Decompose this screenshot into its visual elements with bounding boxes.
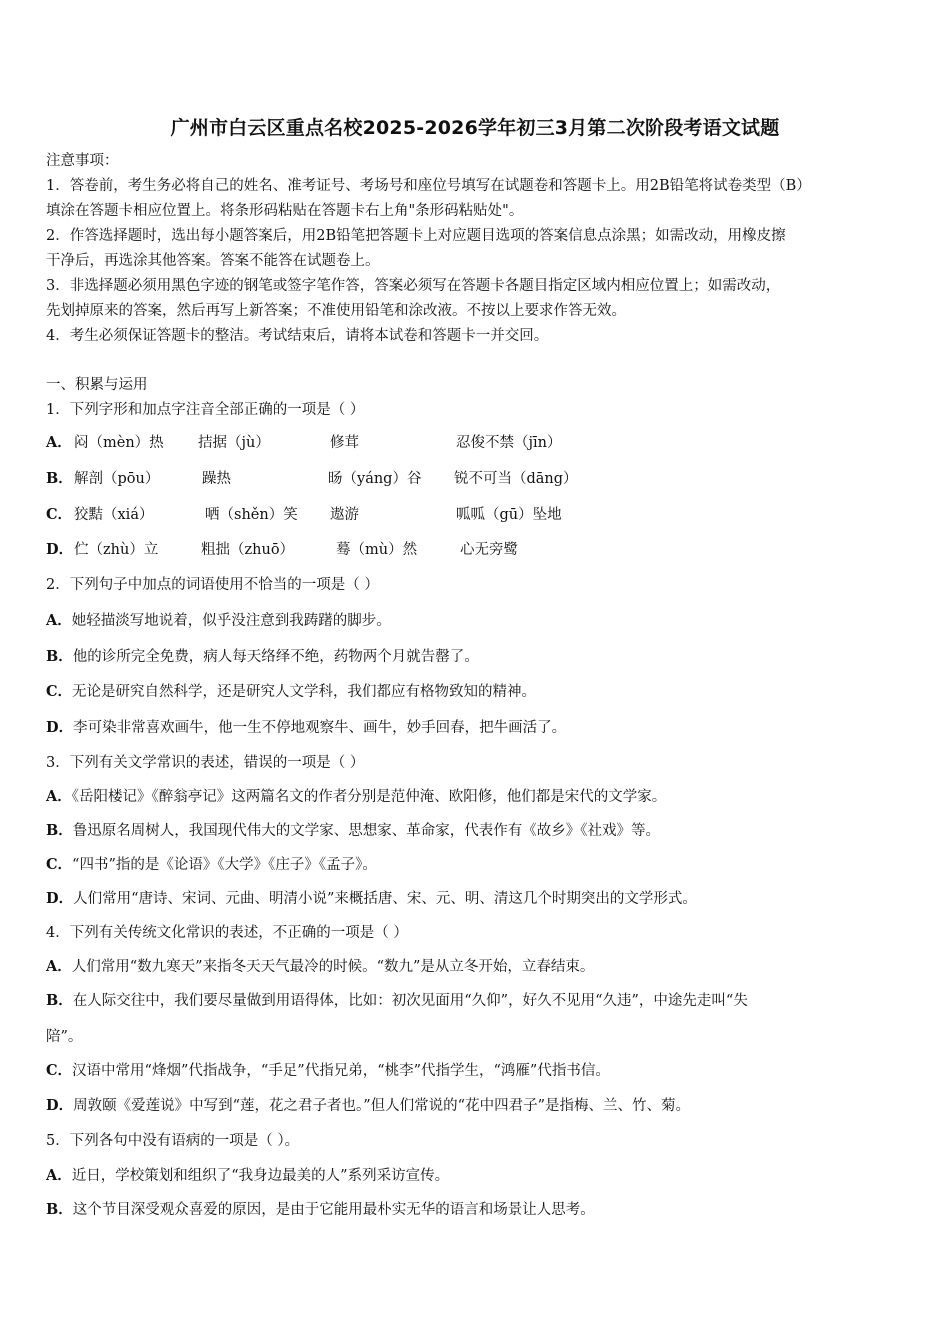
option-cell: 哂（shěn）笑	[205, 507, 298, 523]
option-letter: B．	[46, 992, 73, 1009]
option-letter: A．	[46, 1167, 72, 1184]
question-2-option-b[interactable]	[46, 647, 479, 667]
question-3-option-a[interactable]	[46, 787, 666, 807]
question-4-option-d[interactable]	[46, 1096, 690, 1116]
option-letter: D．	[46, 1097, 74, 1114]
option-text: 她轻描淡写地说着，似乎没注意到我踌躇的脚步。	[71, 613, 391, 629]
page-title: 广州市白云区重点名校2025-2026学年初三3月第二次阶段考语文试题	[170, 117, 780, 139]
notice-item-3-cont: 先划掉原来的答案，然后再写上新答案；不准使用铅笔和涂改液。不按以上要求作答无效。	[46, 303, 626, 319]
option-text: 人们常用“数九寒天”来指冬天天气最冷的时候。“数九”是从立冬开始，立春结束。	[71, 959, 595, 975]
notice-item-3: 3．非选择题必须用黑色字迹的钢笔或签字笔作答，答案必须写在答题卡各题目指定区域内相应位置上；如需改动，	[46, 278, 781, 294]
option-cell: 闷（mèn）热	[74, 435, 164, 451]
option-cell: 忍俊不禁（jīn）	[456, 435, 562, 451]
question-4-option-a[interactable]	[46, 957, 594, 977]
option-cell: 心无旁鹭	[460, 542, 518, 558]
option-cell: 蓦（mù）然	[336, 542, 418, 558]
option-cell: 遨游	[330, 507, 359, 523]
option-cell: 解剖（pōu）	[74, 471, 160, 487]
option-cell: 修茸	[330, 435, 359, 451]
notice-item-4: 4．考生必须保证答题卡的整洁。考试结束后，请将本试卷和答题卡一并交回。	[46, 328, 549, 344]
option-text: 无论是研究自然科学，还是研究人文学科，我们都应有格物致知的精神。	[72, 684, 537, 700]
notice-item-1: 1．答卷前，考生务必将自己的姓名、准考证号、考场号和座位号填写在试题卷和答题卡上。用2B铅笔将试卷类型（B）	[46, 178, 811, 194]
option-label: A．	[46, 434, 72, 451]
question-3-stem: 3．下列有关文学常识的表述，错误的一项是（ ）	[46, 755, 365, 771]
question-5-stem: 5．下列各句中没有语病的一项是（ ）。	[46, 1133, 300, 1149]
option-text: “四书”指的是《论语》《大学》《庄子》《孟子》。	[72, 857, 377, 873]
option-label: C．	[46, 506, 73, 523]
question-2-option-c[interactable]	[46, 682, 536, 702]
question-2-option-d[interactable]	[46, 718, 566, 738]
question-2-stem: 2．下列句子中加点的词语使用不恰当的一项是（ ）	[46, 577, 379, 593]
option-cell: 拮据（jù）	[198, 435, 270, 451]
option-text: 鲁迅原名周树人，我国现代伟大的文学家、思想家、革命家，代表作有《故乡》《社戏》等。	[72, 823, 661, 839]
question-2-option-a[interactable]	[46, 611, 391, 631]
option-cell: 狡黠（xiá）	[74, 507, 154, 523]
question-3-option-c[interactable]	[46, 855, 377, 875]
option-text: 《岳阳楼记》《醉翁亭记》这两篇名文的作者分别是范仲淹、欧阳修，他们都是宋代的文学家。	[71, 789, 667, 805]
option-letter: A．	[46, 788, 72, 805]
option-cell: 旸（yáng）谷	[328, 471, 422, 487]
notice-item-2-cont: 干净后，再选涂其他答案。答案不能答在试题卷上。	[46, 253, 380, 269]
section-heading: 一、积累与运用	[46, 377, 148, 393]
question-4-option-b-cont: 陪”。	[46, 1029, 83, 1045]
option-label: D．	[46, 541, 74, 558]
option-text: 他的诊所完全免费，病人每天络绎不绝，药物两个月就告罄了。	[72, 649, 479, 665]
notice-item-2: 2．作答选择题时，选出每小题答案后，用2B铅笔把答题卡上对应题目选项的答案信息点涂黑；如需改动，用橡皮擦	[46, 228, 786, 244]
option-text: 汉语中常用“烽烟”代指战争，“手足”代指兄弟，“桃李”代指学生，“鸿雁”代指书信。	[72, 1063, 610, 1079]
option-cell: 呱呱（gū）坠地	[456, 507, 562, 523]
option-letter: B．	[46, 822, 73, 839]
option-letter: D．	[46, 890, 74, 907]
question-4-stem: 4．下列有关传统文化常识的表述，不正确的一项是（ ）	[46, 925, 408, 941]
option-text: 在人际交往中，我们要尽量做到用语得体，比如：初次见面用“久仰”，好久不见用“久违”，中途先走叫“失	[72, 993, 748, 1009]
option-letter: B．	[46, 648, 73, 665]
question-1-stem: 1．下列字形和加点字注音全部正确的一项是（ ）	[46, 402, 365, 418]
option-letter: A．	[46, 612, 72, 629]
notice-heading: 注意事项：	[46, 153, 119, 169]
option-cell: 躁热	[202, 471, 231, 487]
question-3-option-b[interactable]	[46, 821, 660, 841]
option-label: B．	[46, 470, 73, 487]
option-letter: D．	[46, 719, 74, 736]
option-letter: A．	[46, 958, 72, 975]
option-letter: C．	[46, 856, 73, 873]
option-text: 近日，学校策划和组织了“我身边最美的人”系列采访宣传。	[71, 1168, 450, 1184]
notice-item-1-cont: 填涂在答题卡相应位置上。将条形码粘贴在答题卡右上角"条形码粘贴处"。	[46, 203, 524, 219]
question-5-option-b[interactable]	[46, 1200, 595, 1220]
option-letter: C．	[46, 683, 73, 700]
option-text: 这个节目深受观众喜爱的原因，是由于它能用最朴实无华的语言和场景让人思考。	[72, 1202, 595, 1218]
question-5-option-a[interactable]	[46, 1166, 449, 1186]
option-text: 人们常用“唐诗、宋词、元曲、明清小说”来概括唐、宋、元、明、清这几个时期突出的文学形式。	[73, 891, 697, 907]
question-4-option-b[interactable]	[46, 991, 748, 1011]
question-3-option-d[interactable]	[46, 889, 697, 909]
option-cell: 锐不可当（dāng）	[454, 471, 578, 487]
option-text: 周敦颐《爱莲说》中写到“莲，花之君子者也。”但人们常说的“花中四君子”是指梅、兰、竹、菊。	[73, 1098, 690, 1114]
option-text: 李可染非常喜欢画牛，他一生不停地观察牛、画牛，妙手回春，把牛画活了。	[73, 720, 567, 736]
option-letter: C．	[46, 1062, 73, 1079]
question-4-option-c[interactable]	[46, 1061, 610, 1081]
option-cell: 伫（zhù）立	[74, 542, 159, 558]
option-cell: 粗拙（zhuō）	[201, 542, 295, 558]
option-letter: B．	[46, 1201, 73, 1218]
